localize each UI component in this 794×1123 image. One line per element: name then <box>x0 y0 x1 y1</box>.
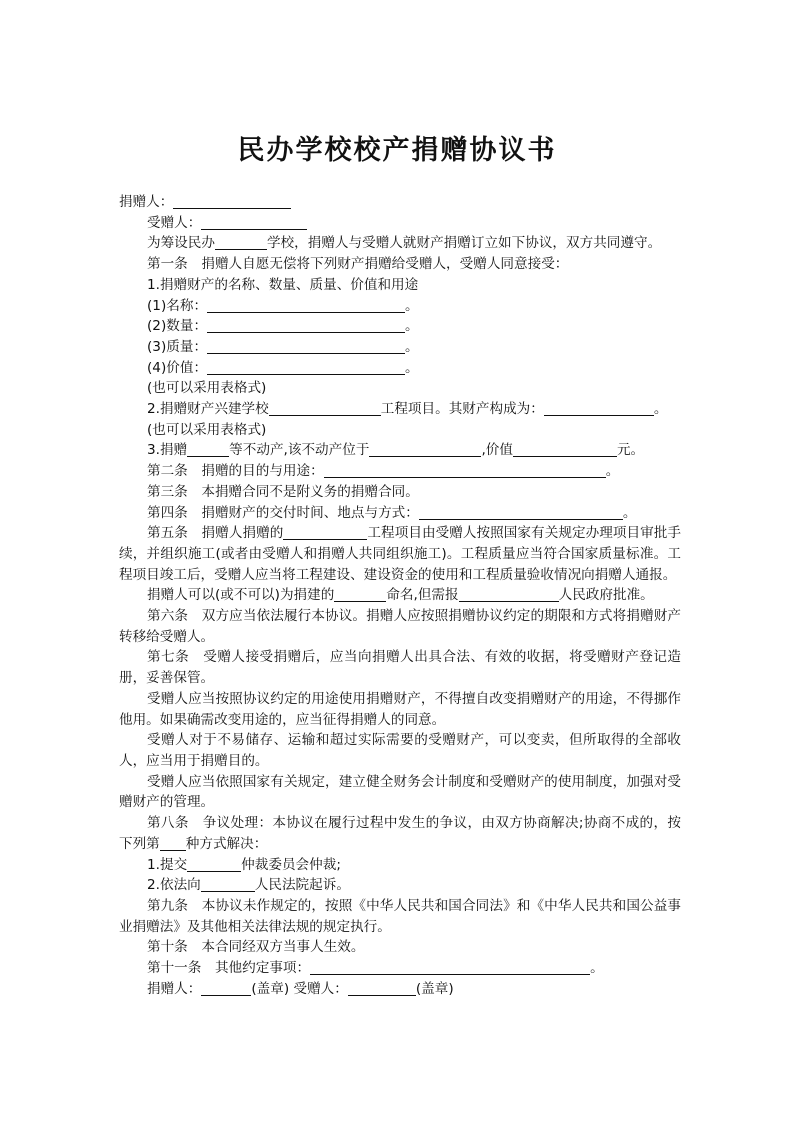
article-8: 第八条 争议处理：本协议在履行过程中发生的争议，由双方协商解决;协商不成的，按下列第 种方式解决： <box>119 815 681 852</box>
purpose-blank <box>324 462 606 478</box>
donee-signature-blank <box>348 980 416 996</box>
donee-line: 受赠人： <box>119 213 681 234</box>
donated-project-blank <box>283 524 367 540</box>
article-7: 第七条 受赠人接受捐赠后，应当向捐赠人出具合法、有效的收据，将受赠财产登记造册，妥善保管。 <box>119 649 681 687</box>
delivery-blank <box>419 504 623 520</box>
document-title: 民办学校校产捐赠协议书 <box>237 135 557 166</box>
article-7-sale: 受赠人对于不易储存、运输和超过实际需要的受赠财产，可以变卖，但所取得的全部收人，应当用于捐赠目的。 <box>119 732 681 769</box>
article-10: 第十条 本合同经双方当事人生效。 <box>147 939 365 956</box>
court-blank <box>201 876 255 892</box>
donor-line: 捐赠人： <box>119 192 681 213</box>
article-5: 第五条 捐赠人捐赠的 工程项目由受赠人按照国家有关规定办理项目审批手续，并组织施工(或者由受赠人和捐赠人共同组织施工)。工程质量应当符合国家质量标准。工程项目竣工后，受赠人应当将工程建设、建设资金的使用和工程质量验收情况向捐赠人通报。 <box>119 525 682 583</box>
name-blank <box>207 297 405 313</box>
naming-line: 捐赠人可以(或不可以)为捐建的 命名,但需报 人民政府批准。 <box>147 587 654 604</box>
item-3-line: 3.捐赠 等不动产,该不动产位于 ,价值 元。 <box>147 442 645 459</box>
donor-blank <box>173 193 291 209</box>
article-7-management: 受赠人应当依照国家有关规定，建立健全财务会计制度和受赠财产的使用制度，加强对受赠财产的管理。 <box>119 773 681 811</box>
item-value-line: (4)价值： 。 <box>147 359 419 376</box>
method-blank <box>160 835 186 851</box>
article-3: 第三条 本捐赠合同不是附义务的捐赠合同。 <box>147 483 419 500</box>
signature-line: 捐赠人： (盖章) 受赠人： (盖章) <box>147 980 454 997</box>
naming-blank <box>334 586 386 602</box>
table-note-1: (也可以采用表格式) <box>147 380 267 397</box>
article-2: 第二条 捐赠的目的与用途： 。 <box>147 463 620 480</box>
donee-blank <box>201 214 307 230</box>
arbitration-blank <box>187 856 241 872</box>
location-blank <box>369 441 481 457</box>
school-project-blank <box>269 400 381 416</box>
arbitration-line: 1.提交 仲裁委员会仲裁; <box>147 856 341 873</box>
school-name-blank <box>215 234 267 250</box>
article-11: 第十一条 其他约定事项： 。 <box>147 960 604 977</box>
donor-signature-blank <box>201 980 251 996</box>
property-composition-blank <box>544 400 654 416</box>
article-6: 第六条 双方应当依法履行本协议。捐赠人应按照捐赠协议约定的期限和方式将捐赠财产转移给受赠人。 <box>119 608 681 645</box>
item-quality-line: (3)质量： 。 <box>147 338 419 355</box>
quantity-blank <box>207 317 405 333</box>
price-blank <box>513 441 617 457</box>
real-estate-blank <box>187 441 229 457</box>
government-blank <box>459 586 559 602</box>
preamble-line: 为筹设民办 学校，捐赠人与受赠人就财产捐赠订立如下协议，双方共同遵守。 <box>147 235 662 252</box>
item-quantity-line: (2)数量： 。 <box>147 318 419 335</box>
quality-blank <box>207 338 405 354</box>
other-terms-blank <box>310 959 590 975</box>
value-blank <box>207 359 405 375</box>
court-line: 2.依法向 人民法院起诉。 <box>147 877 350 894</box>
article-7-usage: 受赠人应当按照协议约定的用途使用捐赠财产，不得擅自改变捐赠财产的用途，不得挪作他用。如果确需改变用途的，应当征得捐赠人的同意。 <box>119 690 681 728</box>
article-4: 第四条 捐赠财产的交付时间、地点与方式： 。 <box>147 504 637 521</box>
item-name-line: (1)名称： 。 <box>147 297 419 314</box>
item-2-line: 2.捐赠财产兴建学校 工程项目。其财产构成为： 。 <box>147 401 668 418</box>
article-1: 第一条 捐赠人自愿无偿将下列财产捐赠给受赠人，受赠人同意接受： <box>147 256 569 273</box>
item-1-heading: 1.捐赠财产的名称、数量、质量、价值和用途 <box>147 276 419 293</box>
article-9: 第九条 本协议未作规定的，按照《中华人民共和国合同法》和《中华人民共和国公益事业捐赠法》及其他相关法律法规的规定执行。 <box>119 897 681 935</box>
table-note-2: (也可以采用表格式) <box>147 421 267 438</box>
agreement-body <box>119 192 681 999</box>
